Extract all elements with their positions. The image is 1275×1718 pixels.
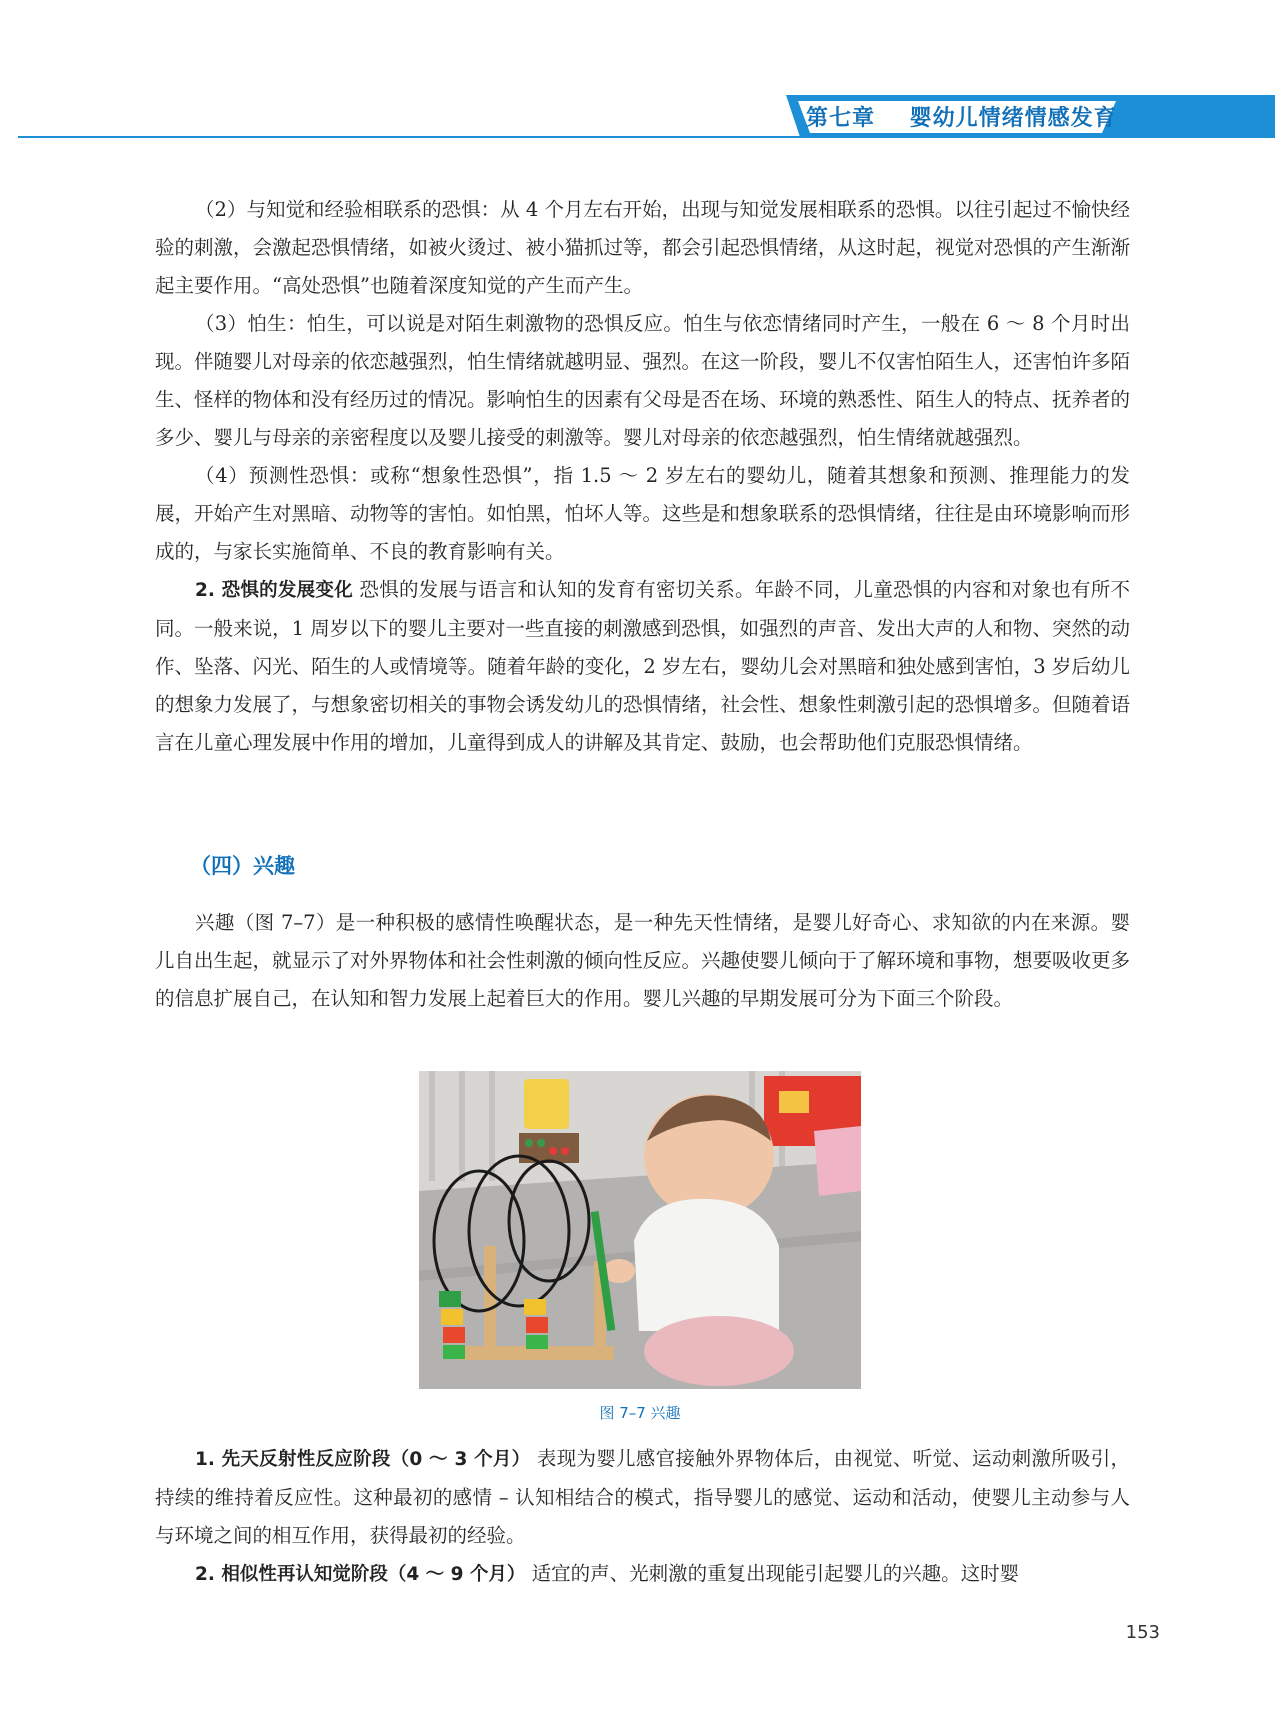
body-block-fear	[155, 191, 1130, 762]
baby-playing-photo	[419, 1071, 861, 1389]
paragraph-body: 恐惧的发展与语言和认知的发育有密切关系。年龄不同，儿童恐惧的内容和对象也有所不同。一般来说，1 周岁以下的婴儿主要对一些直接的刺激感到恐惧，如强烈的声音、发出大声的人和物、突然的动作、坠落、闪光、陌生的人或情境等。随着年龄的变化，2 岁左右，婴幼儿会对黑暗和独处感到害怕，3 岁后幼儿的想象力发展了，与想象密切相关的事物会诱发幼儿的恐惧情绪，社会性、想象性刺激引起的恐惧增多。但随着语言在儿童心理发展中作用的增加，儿童得到成人的讲解及其肯定、鼓励，也会帮助他们克服恐惧情绪。	[155, 578, 1131, 754]
paragraph-stranger-anxiety: （3）怕生：怕生，可以说是对陌生刺激物的恐惧反应。怕生与依恋情绪同时产生，一般在 6 ～ 8 个月时出现。伴随婴儿对母亲的依恋越强烈，怕生情绪就越明显、强烈。在这一阶段，婴儿不仅害怕陌生人，还害怕许多陌生、怪样的物体和没有经历过的情况。影响怕生的因素有父母是否在场、环境的熟悉性、陌生人的特点、抚养者的多少、婴儿与母亲的亲密程度以及婴儿接受的刺激等。婴儿对母亲的依恋越强烈，怕生情绪就越强烈。	[155, 312, 1131, 449]
paragraph-anticipatory-fear: （4）预测性恐惧：或称“想象性恐惧”，指 1.5 ～ 2 岁左右的婴幼儿，随着其想象和预测、推理能力的发展，开始产生对黑暗、动物等的害怕。如怕黑，怕坏人等。这些是和想象联系的恐惧情绪，往往是由环境影响而形成的，与家长实施简单、不良的教育影响有关。	[155, 464, 1131, 563]
paragraph-lead: 1. 先天反射性反应阶段（0 ～ 3 个月）	[195, 1449, 531, 1470]
paragraph-stage-1	[155, 1440, 1130, 1555]
paragraph-interest-intro: 兴趣（图 7–7）是一种积极的感情性唤醒状态，是一种先天性情绪，是婴儿好奇心、求知欲的内在来源。婴儿自出生起，就显示了对外界物体和社会性刺激的倾向性反应。兴趣使婴儿倾向于了解环境和事物，想要吸收更多的信息扩展自己，在认知和智力发展上起着巨大的作用。婴儿兴趣的早期发展可分为下面三个阶段。	[155, 911, 1131, 1010]
paragraph-body: 适宜的声、光刺激的重复出现能引起婴儿的兴趣。这时婴	[525, 1562, 1020, 1585]
header-divider	[18, 136, 1275, 138]
paragraph-lead: 2. 相似性再认知觉阶段（4 ～ 9 个月）	[195, 1564, 526, 1585]
body-block-stages	[155, 1440, 1130, 1594]
section-heading: （四）兴趣	[190, 854, 295, 878]
page-number: 153	[1125, 1622, 1160, 1643]
body-block-interest	[155, 904, 1130, 1018]
paragraph-stage-2	[155, 1555, 1130, 1594]
paragraph-fear-development	[155, 571, 1130, 762]
paragraph-perceptual-fear: （2）与知觉和经验相联系的恐惧：从 4 个月左右开始，出现与知觉发展相联系的恐惧。以往引起过不愉快经验的刺激，会激起恐惧情绪，如被火烫过、被小猫抓过等，都会引起恐惧情绪，从这时起，视觉对恐惧的产生渐渐起主要作用。“高处恐惧”也随着深度知觉的产生而产生。	[155, 198, 1131, 297]
figure-caption: 图 7–7 兴趣	[599, 1404, 681, 1422]
chapter-title: 第七章 婴幼儿情绪情感发育	[806, 106, 1117, 131]
paragraph-body: 表现为婴儿感官接触外界物体后，由视觉、听觉、运动刺激所吸引，持续的维持着反应性。这种最初的感情 – 认知相结合的模式，指导婴儿的感觉、运动和活动，使婴儿主动参与人与环境之间的相互作用，获得最初的经验。	[155, 1447, 1130, 1547]
paragraph-lead: 2. 恐惧的发展变化	[195, 580, 353, 601]
figure-photo	[419, 1071, 861, 1389]
